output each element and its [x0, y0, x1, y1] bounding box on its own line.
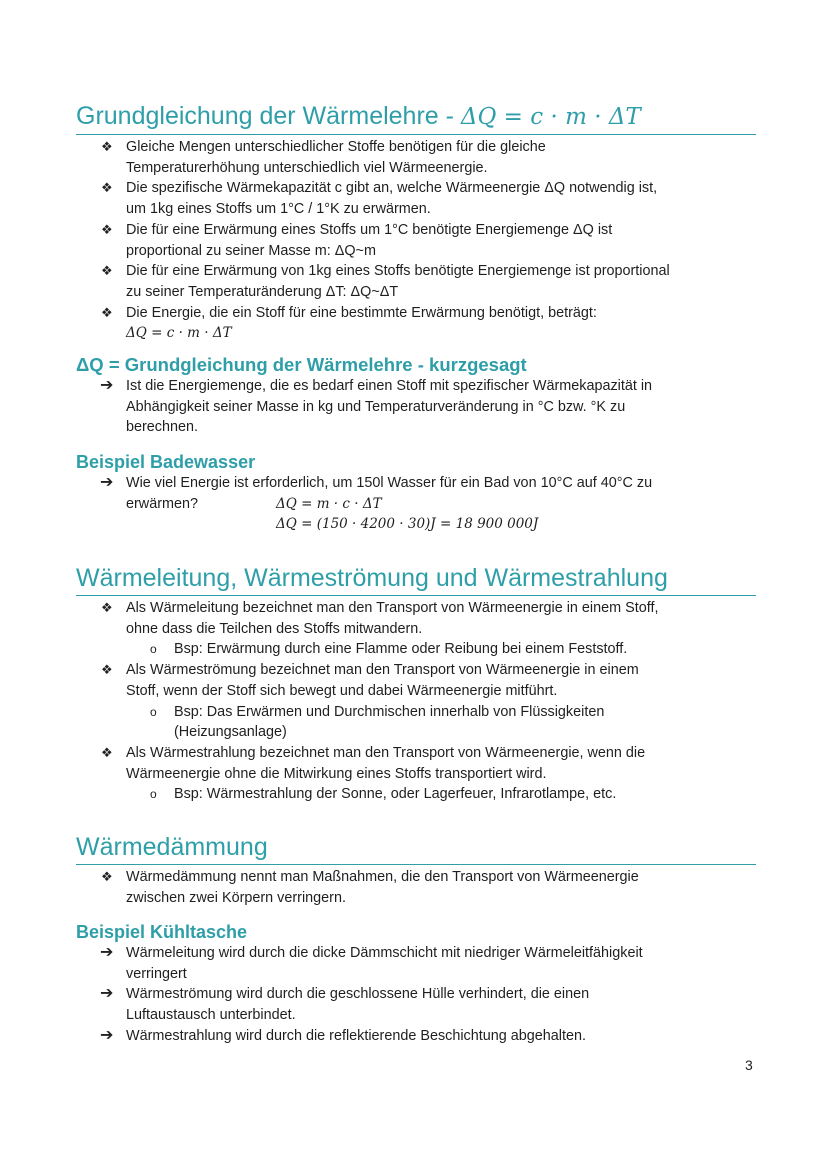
- list-item: [76, 743, 756, 784]
- list-item-line: Bsp: Wärmestrahlung der Sonne, oder Lagerfeuer, Infrarotlampe, etc.: [174, 786, 617, 803]
- heading-waermedaemmung: Wärmedämmung: [76, 831, 756, 865]
- heading-kurzgesagt: ΔQ = Grundgleichung der Wärmelehre - kurzgesagt: [76, 354, 527, 375]
- list-item-line: Luftaustausch unterbindet.: [126, 1007, 296, 1024]
- list-item: [76, 1026, 756, 1047]
- list-item-line: ohne dass die Teilchen des Stoffs mitwandern.: [126, 620, 423, 637]
- list-item-line: Wärmedämmung nennt man Maßnahmen, die den Transport von Wärmeenergie: [126, 869, 639, 885]
- list-item: [76, 984, 756, 1025]
- bullet-list-waermedaemmung: [76, 867, 756, 908]
- list-item-line: Die spezifische Wärmekapazität c gibt an, welche Wärmeenergie ΔQ notwendig ist,: [126, 180, 658, 197]
- section-badewasser: [76, 451, 756, 535]
- section-kuehltasche: [76, 921, 756, 1047]
- list-item: [76, 660, 756, 701]
- list-item: [76, 137, 756, 178]
- arrow-list-kurzgesagt: [76, 376, 756, 438]
- list-item-line: (Heizungsanlage): [174, 724, 287, 741]
- diamond-bullet-icon: ❖: [101, 304, 113, 320]
- list-item-line: Gleiche Mengen unterschiedlicher Stoffe benötigen für die gleiche: [126, 139, 546, 155]
- list-item: [76, 178, 756, 219]
- circle-bullet-icon: o: [150, 787, 157, 802]
- list-item-line: Als Wärmeleitung bezeichnet man den Transport von Wärmeenergie in einem Stoff,: [126, 600, 659, 616]
- formula-line: ΔQ = c · m · ΔT: [126, 325, 232, 342]
- sub-list-item: [76, 784, 756, 805]
- list-item-line: Die für eine Erwärmung eines Stoffs um 1°C benötigte Energiemenge ΔQ ist: [126, 221, 613, 238]
- list-item: [76, 598, 756, 639]
- arrow-right-icon: ➔: [100, 1026, 114, 1044]
- list-item-line: proportional zu seiner Masse m: ΔQ~m: [126, 242, 376, 259]
- list-item: [76, 261, 756, 302]
- bullet-list-waermetransport: [76, 598, 756, 805]
- diamond-bullet-icon: ❖: [101, 263, 113, 279]
- heading-text: Grundgleichung der Wärmelehre -: [76, 102, 461, 130]
- sub-list-item: [76, 639, 756, 660]
- list-item-line: Wärmeleitung wird durch die dicke Dämmschicht mit niedriger Wärmeleitfähigkeit: [126, 945, 643, 961]
- heading-formula: ΔQ = c · m · ΔT: [460, 104, 641, 130]
- list-item: [76, 867, 756, 908]
- heading-kuehltasche: Beispiel Kühltasche: [76, 922, 248, 942]
- list-item: [76, 220, 756, 261]
- list-item-line: Temperaturerhöhung unterschiedlich viel Wärmeenergie.: [126, 159, 488, 176]
- list-item-line: zwischen zwei Körpern verringern.: [126, 889, 346, 906]
- list-item-line: Wärmeenergie ohne die Mitwirkung eines Stoffs transportiert wird.: [126, 765, 547, 782]
- arrow-right-icon: ➔: [100, 377, 114, 394]
- heading-grundgleichung: [76, 100, 756, 135]
- list-item-line: Bsp: Erwärmung durch eine Flamme oder Reibung bei einem Feststoff.: [174, 641, 628, 658]
- diamond-bullet-icon: ❖: [101, 869, 113, 884]
- list-item-line: verringert: [126, 965, 187, 982]
- list-item-line: Die für eine Erwärmung von 1kg eines Stoffs benötigte Energiemenge ist proportional: [126, 263, 670, 280]
- arrow-list-kuehltasche: [76, 943, 756, 1047]
- section-waermedaemmung: [76, 831, 756, 908]
- list-item-line: zu seiner Temperaturänderung ΔT: ΔQ~ΔT: [126, 283, 399, 300]
- list-item-line: Die Energie, die ein Stoff für eine bestimmte Erwärmung benötigt, beträgt:: [126, 304, 597, 321]
- section-kurzgesagt: [76, 354, 756, 438]
- list-item: [76, 943, 756, 984]
- circle-bullet-icon: o: [150, 704, 157, 719]
- list-item-line: um 1kg eines Stoffs um 1°C / 1°K zu erwärmen.: [126, 201, 431, 218]
- formula-line: ΔQ = (150 · 4200 · 30)J = 18 900 000J: [276, 516, 539, 533]
- list-item-line: Wärmeströmung wird durch die geschlossene Hülle verhindert, die einen: [126, 986, 590, 1003]
- arrow-right-icon: ➔: [100, 944, 114, 961]
- list-item-line: Abhängigkeit seiner Masse in kg und Temperaturveränderung in °C bzw. °K zu: [126, 398, 626, 415]
- bullet-list-grundgleichung: [76, 137, 756, 344]
- diamond-bullet-icon: ❖: [101, 139, 113, 154]
- diamond-bullet-icon: ❖: [101, 221, 113, 237]
- arrow-list-badewasser: [76, 473, 756, 535]
- diamond-bullet-icon: ❖: [101, 744, 113, 760]
- list-item-line: Wie viel Energie ist erforderlich, um 150l Wasser für ein Bad von 10°C auf 40°C zu: [126, 475, 653, 491]
- list-item-line: Als Wärmestrahlung bezeichnet man den Transport von Wärmeenergie, wenn die: [126, 744, 646, 761]
- diamond-bullet-icon: ❖: [101, 180, 113, 196]
- list-item-line: Stoff, wenn der Stoff sich bewegt und dabei Wärmeenergie mitführt.: [126, 682, 558, 699]
- list-item-line: Ist die Energiemenge, die es bedarf einen Stoff mit spezifischer Wärmekapazität in: [126, 378, 653, 394]
- list-item: [76, 473, 756, 535]
- section-grundgleichung: [76, 100, 756, 344]
- arrow-right-icon: ➔: [100, 474, 114, 491]
- list-item-line: erwärmen?: [126, 495, 198, 512]
- section-waermetransport: [76, 562, 756, 805]
- circle-bullet-icon: o: [150, 642, 157, 657]
- list-item: [76, 303, 756, 344]
- list-item: [76, 376, 756, 438]
- heading-waermetransport: Wärmeleitung, Wärmeströmung und Wärmestrahlung: [76, 562, 756, 596]
- diamond-bullet-icon: ❖: [101, 662, 113, 678]
- list-item-line: Wärmestrahlung wird durch die reflektierende Beschichtung abgehalten.: [126, 1027, 586, 1044]
- page-number: 3: [745, 1057, 753, 1073]
- arrow-right-icon: ➔: [100, 985, 114, 1003]
- list-item-line: Als Wärmeströmung bezeichnet man den Transport von Wärmeenergie in einem: [126, 662, 639, 679]
- diamond-bullet-icon: ❖: [101, 600, 113, 615]
- list-item-line: berechnen.: [126, 419, 199, 436]
- sub-list-item: [76, 702, 756, 743]
- list-item-line: Bsp: Das Erwärmen und Durchmischen innerhalb von Flüssigkeiten: [174, 703, 605, 720]
- heading-badewasser: Beispiel Badewasser: [76, 452, 256, 472]
- formula-line: ΔQ = m · c · ΔT: [276, 495, 382, 512]
